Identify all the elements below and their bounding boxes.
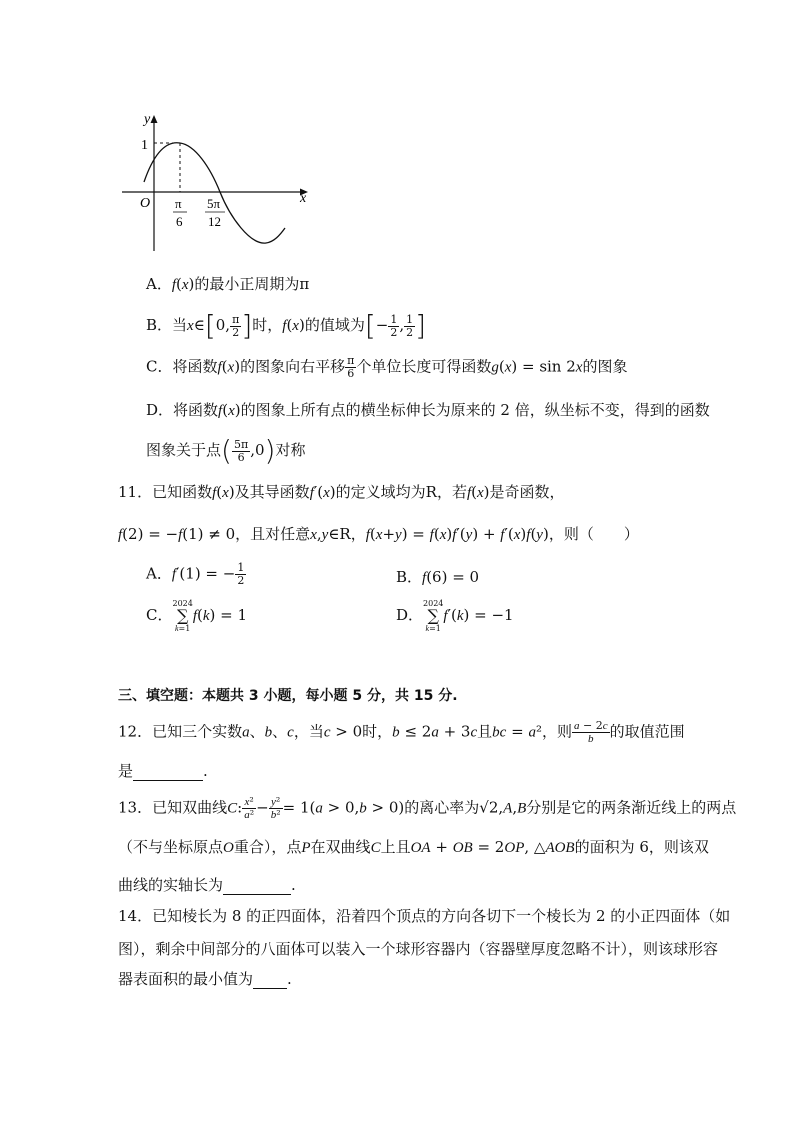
q11-option-a: A．f′(1) = − $\frac{1}{2}$ <box>146 561 245 587</box>
y-axis-arrow <box>151 115 158 123</box>
q14-line1: 14．已知棱长为 8 的正四面体，沿着四个顶点的方向各切下一个棱长为 2 的小正四面体（如 <box>118 907 731 925</box>
q14-line2: 图），剩余中间部分的八面体可以装入一个球形容器内（容器壁厚度忽略不计），则该球形容 <box>118 940 719 958</box>
q13-line2: （不与坐标原点O重合），点P在双曲线C上且OA + OB = 2OP, △AOB的面积为 6，则该双 <box>118 838 709 856</box>
x-axis-label: x <box>300 191 307 206</box>
q10-option-a: A．f(x)的最小正周期为π <box>146 275 310 293</box>
q12-line1: 12．已知三个实数a、b、c，当c > 0时，b ≤ 2a + 3c且bc = a²，则 $\frac{a - 2c}{b}$ 的取值范围 <box>118 719 685 745</box>
y-axis-label: y <box>144 112 151 127</box>
section-3-title: 三、填空题：本题共 3 小题，每小题 5 分，共 15 分. <box>118 688 458 704</box>
q10-option-c: C．将函数f(x)的图象向右平移 $\frac{\pi}{6}$ 个单位长度可得函数g(x) = sin 2x的图象 <box>146 354 628 380</box>
q10-option-d-line1: D．将函数f(x)的图象上所有点的横坐标伸长为原来的 2 倍，纵坐标不变，得到的函数 <box>146 401 710 419</box>
q12-answer-blank[interactable] <box>133 766 203 781</box>
q11-option-b: B．f(6) = 0 <box>396 568 480 586</box>
q11-line1: 11．已知函数f(x)及其导函数f′(x)的定义域均为R，若f(x)是奇函数， <box>118 483 565 501</box>
tick-pi6-num: π <box>175 196 182 211</box>
q11-option-c: C．2024 ∑ k=1f(k) = 1 <box>146 599 248 633</box>
tick-5pi12-num: 5π <box>207 196 221 211</box>
q12-line2: 是 . <box>118 762 208 780</box>
q13-answer-blank[interactable] <box>223 880 291 895</box>
origin-label: O <box>140 196 151 211</box>
sine-graph <box>110 105 320 255</box>
q11-option-d: D．2024 ∑ k=1f′(k) = −1 <box>396 599 514 633</box>
q13-line3: 曲线的实轴长为 . <box>118 876 296 894</box>
q11-line2: f(2) = −f(1) ≠ 0，且对任意x,y∈R，f(x+y) = f(x)f′(y) + f′(x)f(y)，则（ ） <box>118 525 639 543</box>
q10-option-d-line2: 图象关于点( $\frac{5\pi}{6}$ ,0)对称 <box>146 434 306 467</box>
q14-line3: 器表面积的最小值为 . <box>118 970 292 988</box>
q10-option-b: B．当x∈[0, $\frac{\pi}{2}$ ]时，f(x)的值域为[− $\frac{1}{2}$ , $\frac{1}{2}$ ] <box>146 309 427 342</box>
q13-line1: 13．已知双曲线C: $\frac{\text{x²}}{\text{a²}}$ − $\frac{\text{y²}}{\text{b²}}$ = 1(a > 0,b > 0)的离心率为√2,A,B分别是它的两条渐近线上的两点 <box>118 795 737 821</box>
tick-pi6-den: 6 <box>176 214 183 229</box>
y-one-label: 1 <box>141 138 148 153</box>
q14-answer-blank[interactable] <box>253 974 287 989</box>
tick-5pi12-den: 12 <box>208 214 221 229</box>
